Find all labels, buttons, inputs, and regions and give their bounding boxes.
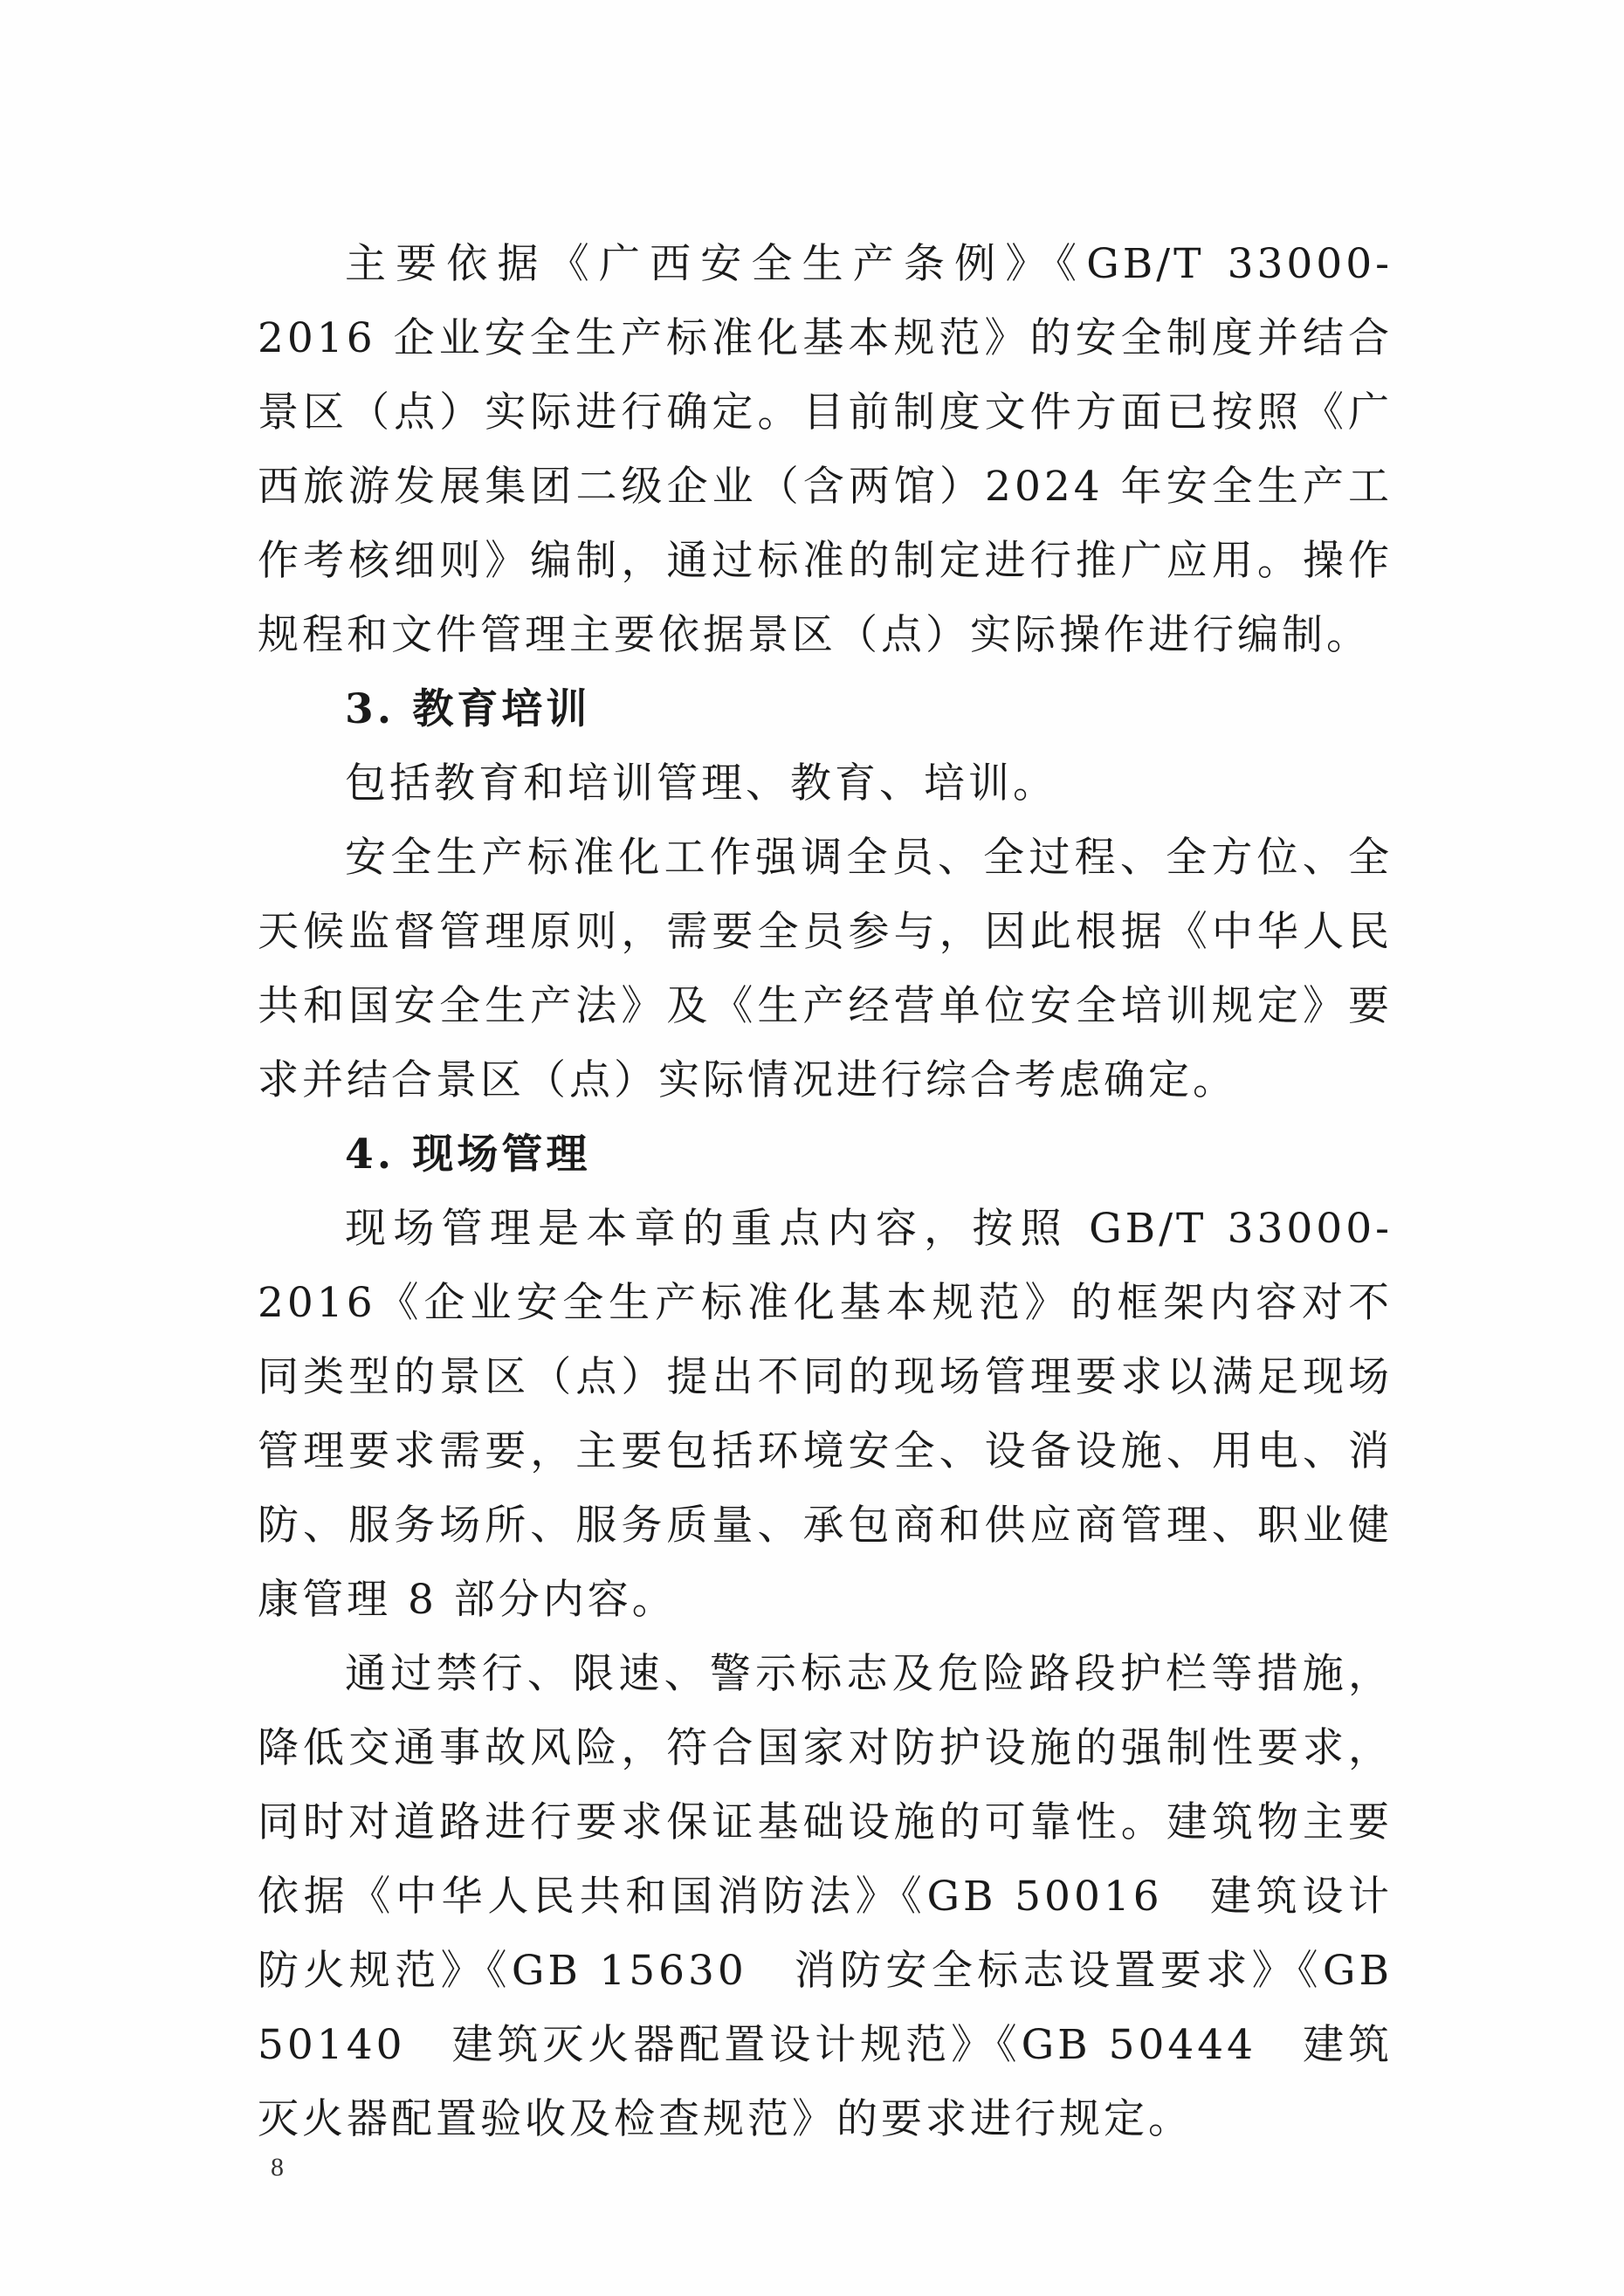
paragraph-traffic-fire-basis: 通过禁行、限速、警示标志及危险路段护栏等措施，降低交通事故风险，符合国家对防护设施的强制性要求，同时对道路进行要求保证基础设施的可靠性。建筑物主要依据《中华人民共和国消防法》《GB 50016 建筑设计防火规范》《GB 15630 消防安全标志设置要求》《GB 50140 建筑灭火器配置设计规范》《GB 50444 建筑灭火器配置验收及检查规范》的要求进行规定。 [258,1650,1393,2143]
page-number: 8 [271,2153,284,2182]
document-body [258,227,1393,2156]
paragraph-education-basis: 安全生产标准化工作强调全员、全过程、全方位、全天候监督管理原则，需要全员参与，因此根据《中华人民共和国安全生产法》及《生产经营单位安全培训规定》要求并结合景区（点）实际情况进行综合考虑确定。 [258,834,1393,1104]
section-heading-site-management: 4. 现场管理 [345,1131,591,1179]
section-heading-education-training: 3. 教育培训 [345,685,591,733]
paragraph-education-scope: 包括教育和培训管理、教育、培训。 [345,760,1057,808]
paragraph-site-management-scope: 现场管理是本章的重点内容，按照 GB/T 33000-2016《企业安全生产标准化基本规范》的框架内容对不同类型的景区（点）提出不同的现场管理要求以满足现场管理要求需要，主要包括环境安全、设备设施、用电、消防、服务场所、服务质量、承包商和供应商管理、职业健康管理 8 部分内容。 [258,1205,1393,1624]
paragraph-basis: 主要依据《广西安全生产条例》《GB/T 33000-2016 企业安全生产标准化基本规范》的安全制度并结合景区（点）实际进行确定。目前制度文件方面已按照《广西旅游发展集团二级企业（含两馆）2024 年安全生产工作考核细则》编制，通过标准的制定进行推广应用。操作规程和文件管理主要依据景区（点）实际操作进行编制。 [258,240,1393,659]
